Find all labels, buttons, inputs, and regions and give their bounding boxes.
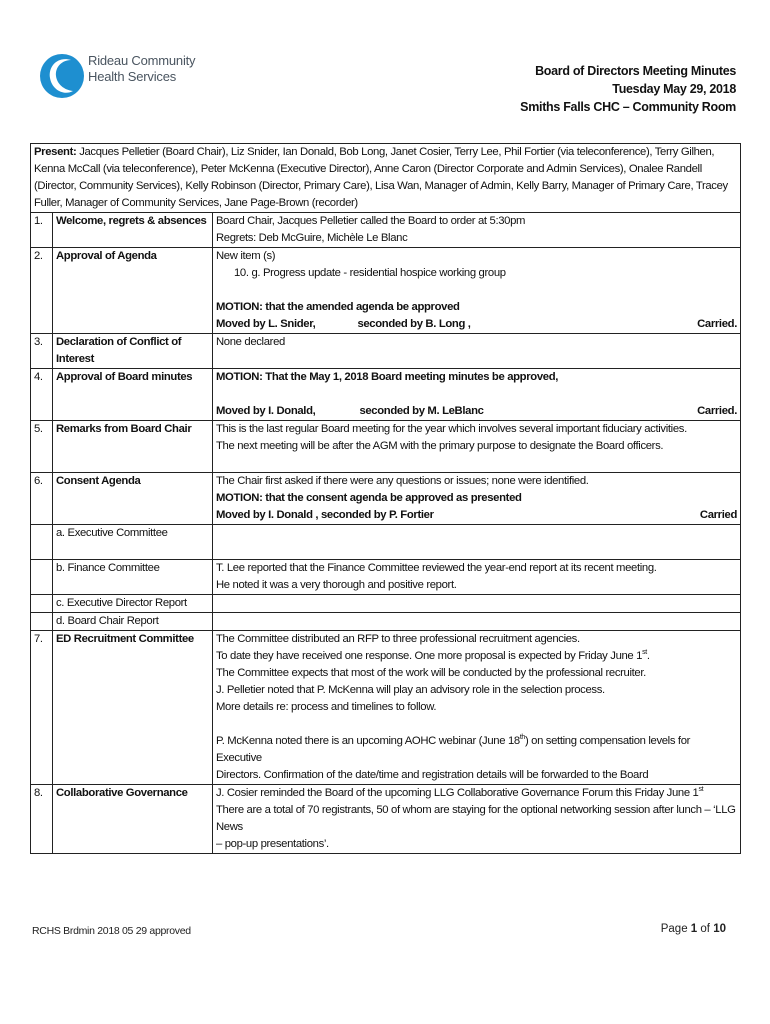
- moved-by: Moved by L. Snider,: [216, 318, 316, 330]
- seconded-by: seconded by M. LeBlanc: [359, 405, 484, 417]
- content-line: J. Pelletier noted that P. McKenna will play an advisory role in the selection process.: [216, 684, 605, 696]
- footer-file-name: RCHS Brdmin 2018 05 29 approved: [32, 925, 191, 937]
- item-content: [213, 473, 741, 525]
- document-heading: [520, 62, 736, 116]
- present-cell: [31, 144, 741, 213]
- content-line: T. Lee reported that the Finance Committee reviewed the year-end report at its recent meeting.: [216, 562, 657, 574]
- sub-item-content: [213, 595, 741, 613]
- superscript: st: [698, 786, 704, 794]
- meeting-location: Smiths Falls CHC – Community Room: [520, 100, 736, 114]
- motion-line: [216, 403, 737, 420]
- motion-result: Carried.: [697, 405, 737, 417]
- content-line: He noted it was a very thorough and positive report.: [216, 579, 457, 591]
- item-content: [213, 334, 741, 369]
- content-line: The next meeting will be after the AGM with the primary purpose to designate the Board officers.: [216, 440, 664, 452]
- superscript: th: [519, 734, 525, 742]
- rchs-logo: [38, 36, 198, 116]
- item-title: ED Recruitment Committee: [53, 631, 213, 785]
- agenda-item-3: [31, 334, 741, 369]
- item-content: [213, 785, 741, 854]
- footer-page-number: [661, 923, 726, 935]
- logo-text: [88, 53, 195, 85]
- motion-line: [216, 316, 737, 333]
- current-page: 1: [690, 923, 698, 935]
- present-row: [31, 144, 741, 213]
- motion-text: MOTION: That the May 1, 2018 Board meeting minutes be approved,: [216, 371, 559, 383]
- agenda-item-7: [31, 631, 741, 785]
- content-line: Directors. Confirmation of the date/time and registration details will be forwarded to the Board: [216, 769, 649, 781]
- content-line: This is the last regular Board meeting for the year which involves several important fiduciary activities.: [216, 423, 687, 435]
- item-title: Declaration of Conflict of Interest: [53, 334, 213, 369]
- sub-item-content: [213, 613, 741, 631]
- seconded-by: seconded by B. Long ,: [357, 318, 471, 330]
- item-number: 4.: [31, 369, 53, 421]
- total-pages: 10: [713, 923, 726, 935]
- sub-item-d: [31, 613, 741, 631]
- item-content: [213, 631, 741, 785]
- item-title: Remarks from Board Chair: [53, 421, 213, 473]
- moved-by: Moved by I. Donald , seconded by P. Fortier: [216, 509, 434, 521]
- item-title: Collaborative Governance: [53, 785, 213, 854]
- content-line: 10. g. Progress update - residential hospice working group: [234, 267, 506, 279]
- content-line: More details re: process and timelines to follow.: [216, 701, 437, 713]
- content-line: None declared: [216, 336, 285, 348]
- item-number: 8.: [31, 785, 53, 854]
- content-line: Regrets: Deb McGuire, Michèle Le Blanc: [216, 232, 408, 244]
- superscript: st: [642, 649, 647, 657]
- item-number: 2.: [31, 248, 53, 334]
- motion-result: Carried.: [697, 318, 737, 330]
- item-number: 3.: [31, 334, 53, 369]
- motion-text: MOTION: that the consent agenda be approved as presented: [216, 492, 522, 504]
- item-number: 7.: [31, 631, 53, 785]
- content-line: [216, 785, 737, 802]
- agenda-item-5: [31, 421, 741, 473]
- content-line: [216, 648, 737, 665]
- of-label: of: [700, 923, 710, 935]
- sub-item-title: c. Executive Director Report: [53, 595, 213, 613]
- content-text: To date they have received one response. One more proposal is expected by Friday June 1: [216, 650, 643, 662]
- item-title: Approval of Agenda: [53, 248, 213, 334]
- agenda-item-2: [31, 248, 741, 334]
- sub-item-content: [213, 560, 741, 595]
- item-number: 1.: [31, 213, 53, 248]
- item-title: Approval of Board minutes: [53, 369, 213, 421]
- item-content: [213, 369, 741, 421]
- item-title: Consent Agenda: [53, 473, 213, 525]
- present-label: Present:: [34, 146, 77, 158]
- item-number: 5.: [31, 421, 53, 473]
- page-label: Page: [660, 923, 688, 935]
- content-line: The Committee distributed an RFP to three professional recruitment agencies.: [216, 633, 580, 645]
- content-text: J. Cosier reminded the Board of the upcoming LLG Collaborative Governance Forum this Friday June 1: [216, 787, 699, 799]
- agenda-item-1: [31, 213, 741, 248]
- minutes-table: [30, 143, 741, 854]
- content-line: Board Chair, Jacques Pelletier called the Board to order at 5:30pm: [216, 215, 526, 227]
- logo-line-2: Health Services: [88, 69, 177, 84]
- document-title: Board of Directors Meeting Minutes: [535, 64, 736, 78]
- content-text: P. McKenna noted there is an upcoming AOHC webinar (June 18: [216, 735, 520, 747]
- meeting-date: Tuesday May 29, 2018: [612, 82, 736, 96]
- agenda-item-6: [31, 473, 741, 525]
- content-line: – pop-up presentations’.: [216, 838, 329, 850]
- agenda-item-8: [31, 785, 741, 854]
- motion-result: Carried: [699, 509, 737, 521]
- sub-item-title: d. Board Chair Report: [53, 613, 213, 631]
- content-line: There are a total of 70 registrants, 50 of whom are staying for the optional networking session after lunch – ‘LLG News: [216, 804, 736, 833]
- item-content: [213, 248, 741, 334]
- content-line: [216, 733, 737, 767]
- item-number: 6.: [31, 473, 53, 525]
- motion-text: MOTION: that the amended agenda be approved: [216, 301, 460, 313]
- sub-item-a: [31, 525, 741, 560]
- sub-item-title: a. Executive Committee: [53, 525, 213, 560]
- sub-item-b: [31, 560, 741, 595]
- item-title: Welcome, regrets & absences: [53, 213, 213, 248]
- present-text: Jacques Pelletier (Board Chair), Liz Snider, Ian Donald, Bob Long, Janet Cosier, Terry Lee, Phil Fortier (via teleconference), Terry Gilhen, Kenna McCall (via teleconference), Peter McKenna (Executive Director), Anne Caron (Director Corporate and Admin Services), Onalee Randell (Director, Community Services), Kelly Robinson (Director, Primary Care), Lisa Wan, Manager of Admin, Kelly Barry, Manager of Primary Care, Tracey Fuller, Manager of Community Services, Jane Page-Brown (recorder): [34, 146, 728, 209]
- content-text: .: [646, 650, 650, 662]
- item-content: [213, 213, 741, 248]
- sub-item-c: [31, 595, 741, 613]
- logo-c-icon: [38, 36, 86, 116]
- sub-item-title: b. Finance Committee: [53, 560, 213, 595]
- sub-item-content: [213, 525, 741, 560]
- moved-by: Moved by I. Donald,: [216, 405, 316, 417]
- content-line: The Chair first asked if there were any questions or issues; none were identified.: [216, 475, 589, 487]
- content-line: The Committee expects that most of the work will be conducted by the professional recruiter.: [216, 667, 646, 679]
- motion-line: [216, 507, 737, 524]
- content-line: New item (s): [216, 250, 276, 262]
- logo-line-1: Rideau Community: [88, 53, 196, 68]
- content-text: ) on setting compensation levels for Executive: [216, 735, 691, 764]
- item-content: [213, 421, 741, 473]
- agenda-item-4: [31, 369, 741, 421]
